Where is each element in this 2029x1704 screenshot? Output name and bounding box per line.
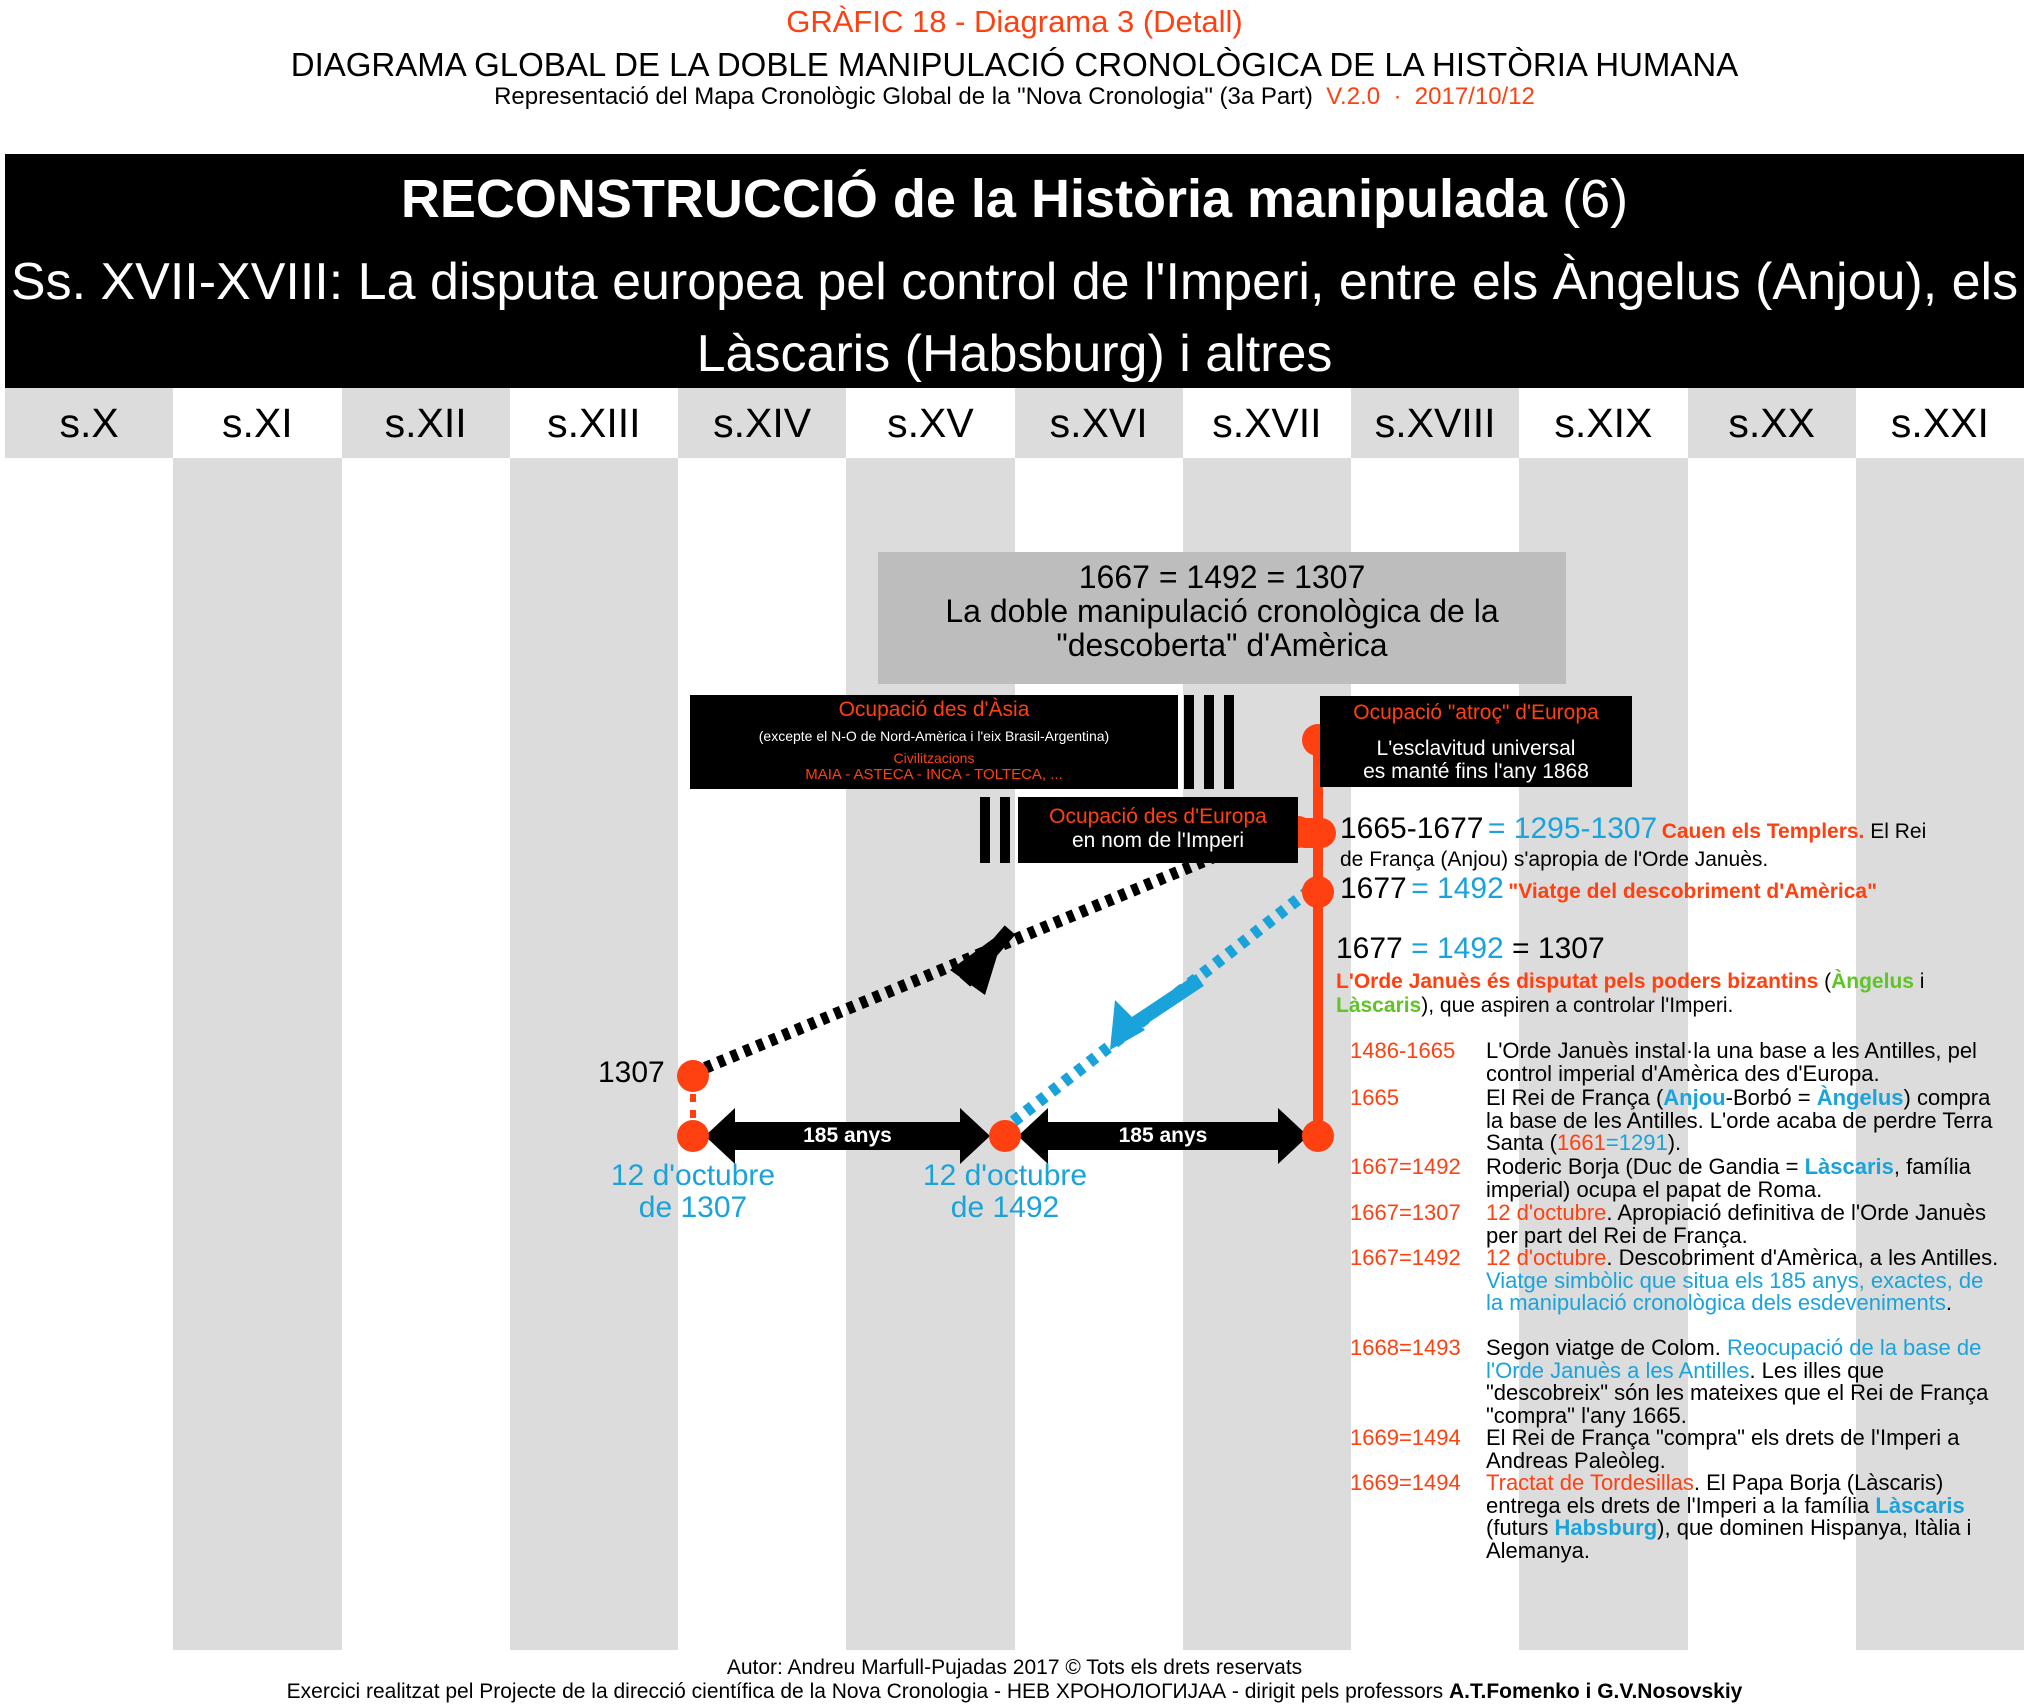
dot-oct-1307 [677, 1120, 709, 1152]
note3-bold: L'Orde Januès és disputat pels poders bizantins [1336, 970, 1819, 993]
event-text [1486, 1337, 2006, 1427]
dot-1307 [677, 1060, 709, 1092]
banner-subtitle: Ss. XVII-XVIII: La disputa europea pel control de l'Imperi, entre els Àngelus (Anjou), els Làscaris (Habsburg) i altres [10, 253, 2019, 383]
note-viatge [1340, 872, 1877, 906]
stripe [980, 797, 990, 863]
asia-civ-list: MAIA - ASTECA - INCA - TOLTECA, ... [805, 766, 1063, 783]
ev7-lascaris: Làscaris [1875, 1492, 1965, 1518]
ev1-close: ). [1667, 1130, 1682, 1155]
century-label: s.XIX [1519, 388, 1687, 458]
dot-oct-1492 [989, 1120, 1021, 1152]
main-title: DIAGRAMA GLOBAL DE LA DOBLE MANIPULACIÓ CRONOLÒGICA DE LA HISTÒRIA HUMANA [290, 46, 1739, 83]
event-year: 1486-1665 [1350, 1038, 1456, 1063]
span-label-2: 185 anys [1118, 1124, 1208, 1147]
footer-author: Autor: Andreu Marfull-Pujadas 2017 © Tots els drets reservats [726, 1656, 1303, 1679]
note3-a: 1677 [1336, 932, 1403, 965]
ev1-anjou: Anjou [1663, 1085, 1726, 1110]
event-text: L'Orde Januès instal·la una base a les Antilles, pel control imperial d'Amèrica des d'Europa. [1486, 1038, 1977, 1086]
grey-box-line1: 1667 = 1492 = 1307 [1078, 559, 1366, 595]
ev2-post: , família imperial) ocupa el papat de Roma. [1486, 1154, 1971, 1202]
ev7-hl: Tractat de Tordesillas [1486, 1470, 1694, 1495]
note3-angelus: Àngelus [1831, 970, 1914, 993]
date-label-1492 [885, 1160, 1125, 1224]
event-year: 1669=1494 [1350, 1425, 1461, 1450]
banner-title-number: (6) [1562, 169, 1629, 229]
note1-eq: = 1295-1307 [1487, 812, 1658, 845]
subtitle-text: Representació del Mapa Cronològic Global de la "Nova Cronologia" (3a Part) [494, 83, 1313, 110]
footer-project [0, 1680, 2029, 1704]
ev5-text: Segon viatge de Colom. [1486, 1335, 1727, 1360]
note3-paren: ( [1818, 970, 1832, 993]
ev3-text: . Apropiació definitiva de l'Orde Januès per part del Rei de França. [1486, 1200, 1987, 1248]
ev1-eq: =1291 [1605, 1130, 1668, 1155]
note1-rest: El Rei [1864, 820, 1927, 843]
century-label: s.XV [846, 388, 1014, 458]
note3-c: = 1307 [1512, 932, 1605, 965]
stripe [1204, 695, 1214, 789]
century-label: s.XXI [1856, 388, 2024, 458]
event-text [1486, 1247, 2006, 1315]
stripe [1224, 695, 1234, 789]
century-label: s.XX [1688, 388, 1856, 458]
event-year: 1667=1492 [1350, 1245, 1461, 1270]
century-label: s.XIV [678, 388, 846, 458]
event-year: 1665 [1350, 1085, 1399, 1110]
asia-civ: Civilitzacions [893, 750, 975, 766]
dot-1677 [1302, 876, 1334, 908]
note1-bold: Cauen els Templers. [1661, 820, 1865, 843]
event-text [1486, 1472, 2006, 1562]
atroc-line2: es manté fins l'any 1868 [1363, 760, 1589, 783]
event-text [1486, 1202, 2006, 1247]
ev1-mid: -Borbó = [1725, 1085, 1817, 1110]
note2-eq: = 1492 [1411, 872, 1504, 905]
ev7-habsburg: Habsburg [1554, 1515, 1658, 1540]
note1-line2: de França (Anjou) s'apropia de l'Orde Januès. [1340, 848, 1769, 871]
stripe [1000, 797, 1010, 863]
footer-professors: A.T.Fomenko i G.V.Nosovskiy [1449, 1680, 1743, 1703]
century-label: s.XIII [510, 388, 678, 458]
double-manipulation-box [878, 552, 1566, 684]
note3-lascaris: Làscaris [1336, 994, 1422, 1017]
blue-arrow-shaft [1128, 980, 1200, 1028]
note2-year: 1677 [1340, 872, 1407, 905]
imperi-line1: en nom de l'Imperi [1071, 829, 1245, 852]
date-1492-line2: de 1492 [950, 1191, 1060, 1224]
grey-box-line2: La doble manipulació cronològica de la [945, 593, 1499, 629]
date-label-1307 [573, 1160, 813, 1224]
century-label: s.XII [342, 388, 510, 458]
ev1-pre: El Rei de França ( [1486, 1085, 1664, 1110]
ev5-blue: Reocupació de la base de l'Orde Januès a les Antilles [1486, 1335, 1982, 1383]
ev4-end: . [1945, 1290, 1952, 1315]
event-text: El Rei de França "compra" els drets de l'Imperi a Andreas Paleòleg. [1486, 1425, 1960, 1473]
dot-1677-end [1302, 1120, 1334, 1152]
century-label: s.XVI [1015, 388, 1183, 458]
ev4-text: . Descobriment d'Amèrica, a les Antilles. [1606, 1245, 1999, 1270]
note3-b: = 1492 [1411, 932, 1504, 965]
separator: · [1393, 83, 1402, 110]
century-label: s.X [5, 388, 173, 458]
chart-number: GRÀFIC 18 - Diagrama 3 (Detall) [786, 4, 1243, 39]
ev7-text3: ), que dominen Hispanya, Itàlia i Alemanya. [1486, 1515, 1972, 1563]
date-1492-line1: 12 d'octubre [922, 1159, 1088, 1192]
event-year: 1668=1493 [1350, 1335, 1461, 1360]
ev7-text: . El Papa Borja (Làscaris) entrega els drets de l'Imperi a la família [1486, 1470, 1944, 1518]
ev7-text2: (futurs [1486, 1515, 1555, 1540]
imperi-europe-box [1018, 797, 1298, 863]
note3-i: i [1913, 970, 1925, 993]
ev1-post: ) compra la base de les Antilles. L'orde acaba de perdre Terra Santa ( [1486, 1085, 1993, 1155]
stripe [1184, 695, 1194, 789]
event-year: 1667=1307 [1350, 1200, 1461, 1225]
note-disputa [1336, 970, 2016, 1018]
label-1307: 1307 [598, 1056, 665, 1089]
date-1307-line1: 12 d'octubre [610, 1159, 776, 1192]
note-templers [1340, 812, 2010, 846]
atroc-title: Ocupació "atroç" d'Europa [1353, 701, 1599, 724]
footer-project-text: Exercici realitzat pel Projecte de la direcció científica de la Nova Cronologia - НЕВ ХРОНОЛОГИJАА - dirigit pels professors [286, 1680, 1444, 1703]
event-year: 1669=1494 [1350, 1470, 1461, 1495]
note1-years: 1665-1677 [1340, 812, 1484, 845]
imperi-title: Ocupació des d'Europa [1049, 805, 1267, 828]
banner-title-bold: RECONSTRUCCIÓ de la Història manipulada [400, 169, 1548, 229]
event-year: 1667=1492 [1350, 1154, 1461, 1179]
span-label-1: 185 anys [803, 1124, 892, 1147]
asia-title: Ocupació des d'Àsia [838, 698, 1030, 721]
version: V.2.0 [1326, 83, 1381, 110]
ev4-hl: 12 d'octubre [1486, 1245, 1607, 1270]
note2-bold: "Viatge del descobriment d'Amèrica" [1508, 880, 1878, 903]
event-text [1486, 1156, 2006, 1201]
atroc-europe-box [1320, 696, 1632, 787]
ev4-blue: Viatge simbòlic que situa els 185 anys, exactes, de la manipulació cronològica dels esdeveniments [1486, 1267, 1984, 1315]
asia-occupation-box [690, 695, 1178, 789]
ev3-hl: 12 d'octubre [1486, 1200, 1607, 1225]
ev1-angelus: Àngelus [1816, 1085, 1904, 1110]
asia-sub: (excepte el N-O de Nord-Amèrica i l'eix Brasil-Argentina) [758, 728, 1110, 744]
ev5-end: . Les illes que "descobreix" són les mateixes que el Rei de França "compra" l'any 1665. [1486, 1357, 1989, 1428]
century-label: s.XVII [1183, 388, 1351, 458]
ev2-lascaris: Làscaris [1804, 1154, 1894, 1179]
date-1307-line2: de 1307 [638, 1191, 748, 1224]
ev1-y1: 1661 [1556, 1130, 1606, 1155]
note-equation [1336, 932, 1605, 966]
note3-rest: ), que aspiren a controlar l'Imperi. [1421, 994, 1734, 1017]
century-label: s.XVIII [1351, 388, 1519, 458]
grey-box-line3: "descoberta" d'Amèrica [1056, 627, 1388, 663]
century-label: s.XI [173, 388, 341, 458]
event-text [1486, 1087, 2006, 1155]
atroc-line1: L'esclavitud universal [1376, 737, 1576, 760]
date: 2017/10/12 [1414, 83, 1535, 110]
ev2-pre: Roderic Borja (Duc de Gandia = [1486, 1154, 1805, 1179]
